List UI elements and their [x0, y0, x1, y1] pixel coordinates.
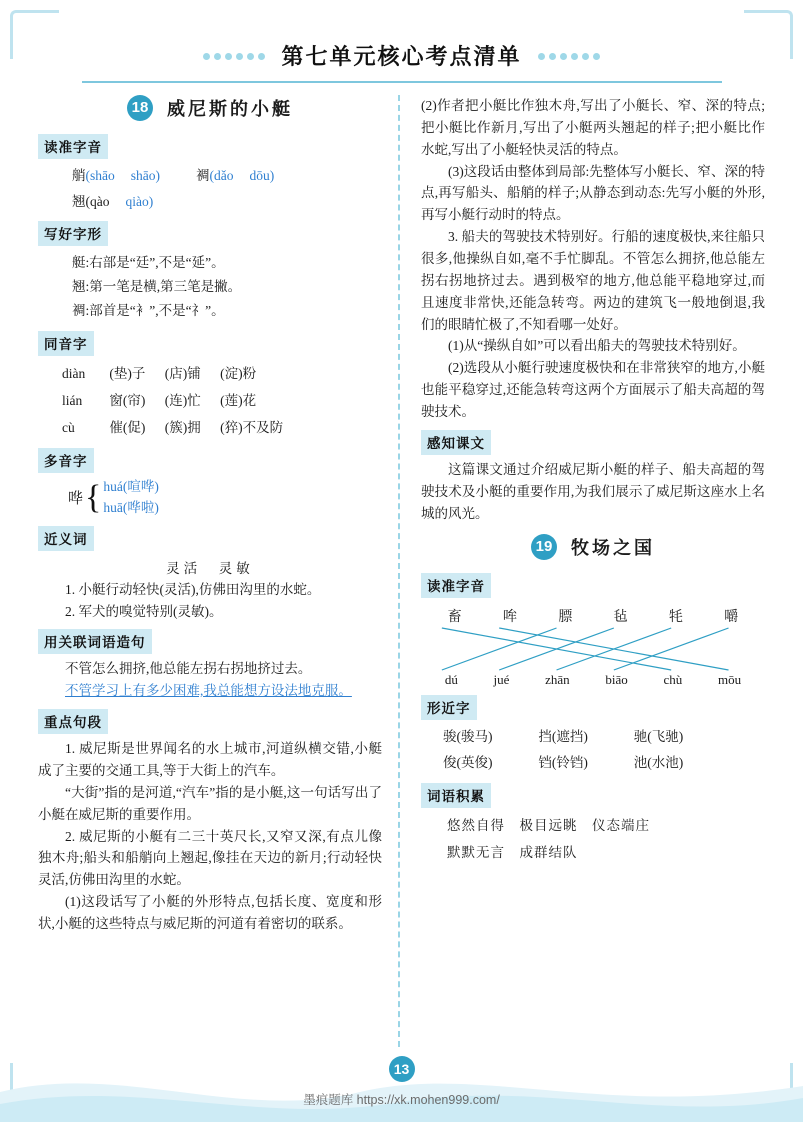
label-duzhunziyin-18: 读准字音 [38, 134, 108, 159]
match-characters-row [421, 606, 765, 626]
lesson-18-heading [38, 95, 382, 121]
label-duoyinzi-18: 多音字 [38, 448, 94, 473]
pinyin-line-1 [72, 163, 382, 189]
zixing-item-2: 翘:第一笔是横,第三笔是撇。 [72, 279, 242, 295]
dots-left-decoration [201, 47, 267, 65]
zhongdian-item-2: “大街”指的是河道,“汽车”指的是小艇,这一句话写出了小艇在威尼斯的重要作用。 [38, 784, 383, 822]
zhongdian-item-5: (2)作者把小艇比作独木舟,写出了小艇长、窄、深的特点;把小艇比作新月,写出了小艇两头翘起的样子;把小艇比作水蛇,写出了小艇轻快灵活的特点。 [421, 98, 766, 157]
zhongdian-item-3: 2. 威尼斯的小艇有二三十英尺长,又窄又深,有点儿像独木舟;船头和船艄向上翘起,像挂在天边的新月;行动轻快灵活,仿佛田沟里的水蛇。 [38, 828, 383, 888]
zhongdian-item-8: (1)从“操纵自如”可以看出船夫的驾驶技术特别好。 [448, 338, 746, 354]
match-pinyin-3: zhān [545, 672, 570, 688]
match-pinyin-exercise[interactable] [421, 606, 765, 688]
tongyin-word-1b: (店)铺 [164, 365, 201, 381]
xingjinzi-group [443, 724, 765, 775]
tongyin-word-2c: (莲)花 [220, 392, 257, 408]
pinyin-line-2 [72, 189, 382, 215]
tongyin-word-1a: (垫)子 [109, 365, 146, 381]
match-char-4: 毡 [613, 610, 628, 626]
tongyin-word-2a: 窗(帘) [109, 392, 146, 408]
left-column [38, 95, 396, 1047]
zhongdian-item-4: (1)这段话写了小艇的外形特点,包括长度、宽度和形状,小艇的这些特点与威尼斯的河道有着密切的联系。 [38, 894, 383, 932]
content-columns [38, 95, 765, 1047]
match-pinyin-row [421, 672, 765, 688]
jinyici-sentence-1: 1. 小艇行动轻快(灵活),仿佛田沟里的水蛇。 [65, 581, 321, 597]
duoyinzi-items [103, 477, 158, 519]
match-char-2: 哞 [502, 610, 517, 626]
brace-decoration: { [85, 478, 102, 516]
xingjinzi-row-2 [443, 750, 765, 776]
xingjinzi-1b: 挡(遮挡) [538, 729, 588, 745]
tongyin-group [62, 360, 382, 441]
ciyu-line-1: 悠然自得 极目远眺 仪态端庄 [447, 817, 650, 833]
tongyin-row-3 [62, 414, 382, 441]
tongyin-word-2b: (连)忙 [164, 392, 201, 408]
tongyin-pinyin-2: lián [62, 392, 83, 408]
right-column [403, 95, 765, 1047]
guanlianci-block [38, 658, 382, 702]
zixing-item-1: 艇:右部是“廷”,不是“延”。 [72, 255, 225, 271]
tongyin-pinyin-3: cù [62, 419, 75, 435]
pinyin-char-3: 翘 [72, 193, 86, 209]
pinyin-reading-2b: dōu) [249, 168, 275, 183]
ciyu-list [447, 812, 765, 866]
match-char-5: 牦 [668, 610, 683, 626]
ciyu-line-2: 默默无言 成群结队 [447, 844, 578, 860]
xingjinzi-2b: 铛(铃铛) [538, 755, 588, 771]
jinyici-sentences [38, 579, 382, 623]
column-divider [398, 95, 401, 1047]
tongyin-word-3b: (簇)拥 [164, 419, 201, 435]
page-header [0, 40, 803, 83]
label-ciyujilei-19: 词语积累 [421, 783, 491, 808]
zhongdian-item-6: (3)这段话由整体到局部:先整体写小艇长、窄、深的特点,再写船头、船艄的样子;从静态到动态:先写小艇的外形,再写小艇行动时的特点。 [421, 163, 766, 223]
lesson-19-number: 19 [531, 534, 557, 560]
jinyici-pair: 灵活 灵敏 [166, 560, 254, 576]
pinyin-char-1: 艄 [72, 168, 86, 183]
duoyinzi-char: 哗 [68, 491, 84, 508]
tongyin-row-1 [62, 360, 382, 387]
pinyin-reading-3a: (qào [85, 193, 110, 209]
match-pinyin-1: dú [444, 672, 458, 688]
zhongdian-item-9: (2)选段从小艇行驶速度极快和在非常狭窄的地方,小艇也能平稳穿过,还能急转弯这两个方面展示了船夫高超的驾驶技术。 [421, 360, 766, 420]
duoyinzi-item-2: huā(哗啦) [103, 499, 159, 515]
label-ganzhikewen-18: 感知课文 [421, 430, 491, 455]
label-guanlianci-18: 用关联词语造句 [38, 629, 152, 654]
guanlianci-answer: 不管学习上有多少困难,我总能想方设法地克服。 [65, 683, 352, 699]
tongyin-pinyin-1: diàn [62, 365, 86, 381]
jinyici-sentence-2: 2. 军犬的嗅觉特别(灵敏)。 [65, 603, 223, 619]
pinyin-char-2: 裯 [196, 168, 210, 183]
xingjinzi-2c: 池(水池) [633, 755, 684, 771]
label-duzhunziyin-19: 读准字音 [421, 573, 491, 598]
match-pinyin-4: biāo [605, 672, 628, 688]
zhongdian-block-right [421, 95, 765, 423]
xingjinzi-1a: 骏(骏马) [443, 729, 493, 745]
zixing-item-3: 裯:部首是“衤”,不是“礻”。 [72, 303, 225, 318]
label-xiehaozixing-18: 写好字形 [38, 221, 108, 246]
duoyinzi-group [68, 477, 382, 519]
match-pinyin-6: mōu [717, 672, 742, 688]
zhongdian-block-left [38, 738, 382, 935]
match-lines [421, 626, 765, 672]
label-tongyinzi-18: 同音字 [38, 331, 94, 356]
dots-right-decoration [536, 47, 602, 65]
pinyin-reading-1a: (shāo [85, 168, 115, 183]
label-jinyici-18: 近义词 [38, 526, 94, 551]
page-number: 13 [389, 1056, 415, 1082]
match-pinyin-2: jué [493, 672, 510, 688]
lesson-19-title: 牧场之国 [571, 538, 655, 559]
tongyin-word-3a: 催(促) [109, 419, 146, 435]
zhongdian-item-7: 3. 船夫的驾驶技术特别好。行船的速度极快,来往船只很多,他操纵自如,毫不手忙脚乱。不管怎么拥挤,他总能左拐右拐地挤过去。遇到极窄的地方,他总能平稳地穿过,而且速度非常快,还能急转弯。两边的建筑飞一般地倒退,我们的眼睛忙极了,不知看哪一处好。 [421, 229, 766, 332]
pinyin-reading-2a: (dǎo [209, 168, 234, 183]
lesson-18-number: 18 [127, 95, 153, 121]
label-zhongdianjuduan-18: 重点句段 [38, 709, 108, 734]
lesson-19-heading [421, 534, 765, 560]
page-title: 第七单元核心考点清单 [281, 44, 522, 69]
zhongdian-item-1: 1. 威尼斯是世界闻名的水上城市,河道纵横交错,小艇成了主要的交通工具,等于大街上的汽车。 [38, 741, 383, 778]
label-xingjinzi-19: 形近字 [421, 695, 477, 720]
tongyin-row-2 [62, 387, 382, 414]
xingjinzi-row-1 [443, 724, 765, 750]
xingjinzi-1c: 驰(飞驰) [633, 729, 684, 745]
watermark: 墨痕题库 https://xk.mohen999.com/ [303, 1093, 500, 1107]
tongyin-word-1c: (淀)粉 [220, 365, 257, 381]
xingjinzi-2a: 俊(英俊) [443, 755, 493, 771]
match-char-1: 畜 [447, 610, 462, 626]
duoyinzi-item-1: huá(喧哗) [103, 478, 159, 494]
match-pinyin-5: chù [663, 672, 683, 688]
lesson-18-title: 威尼斯的小艇 [167, 99, 293, 119]
pinyin-reading-3b: qiào) [125, 193, 154, 209]
page-number-badge [0, 1056, 803, 1082]
pinyin-reading-1b: shāo) [130, 168, 160, 183]
match-char-6: 嚼 [724, 610, 739, 626]
tongyin-word-3c: (猝)不及防 [220, 419, 284, 435]
header-rule [82, 81, 722, 83]
guanlianci-example: 不管怎么拥挤,他总能左拐右拐地挤过去。 [65, 661, 312, 677]
ganzhikewen-text: 这篇课文通过介绍威尼斯小艇的样子、船夫高超的驾驶技术及小艇的重要作用,为我们展示了威尼斯这座水上名城的风光。 [421, 461, 766, 521]
zixing-list [38, 252, 382, 322]
match-char-3: 膘 [558, 610, 573, 626]
